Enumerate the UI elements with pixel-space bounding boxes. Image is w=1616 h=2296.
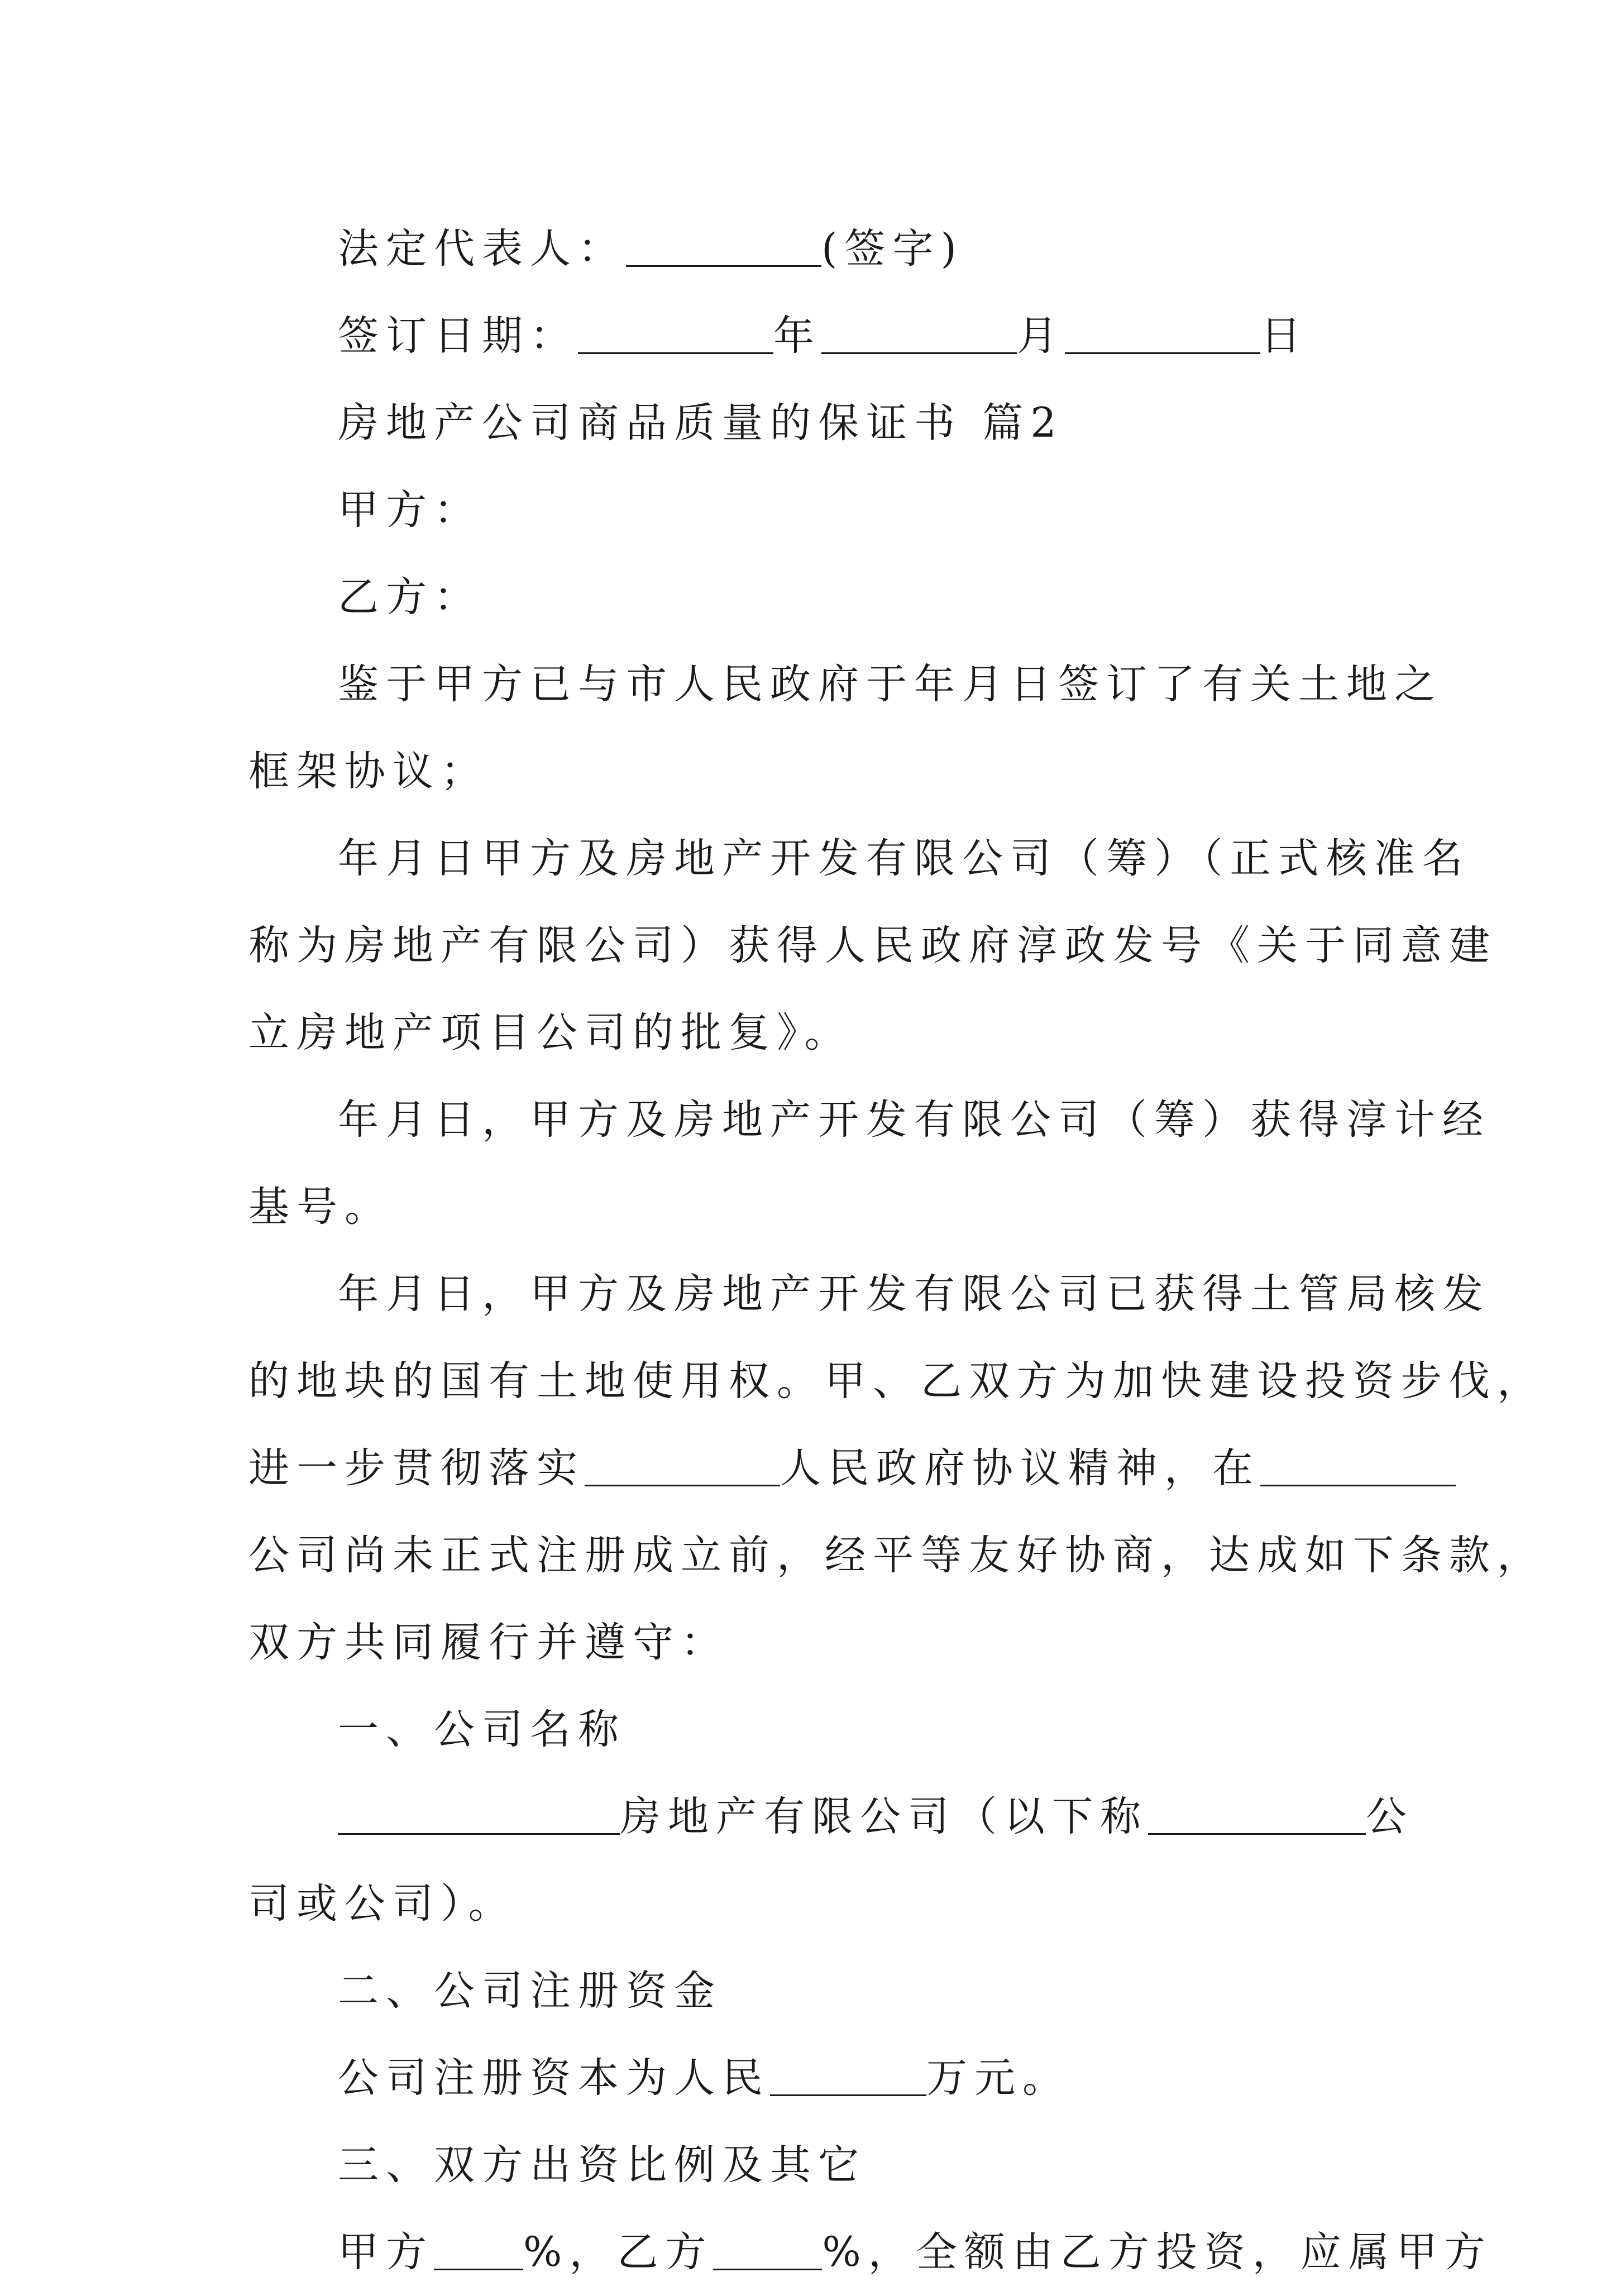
text-span: 万元。 [926,2054,1070,2102]
text-span: %，全额由乙方投资，应属甲方 [822,2228,1493,2276]
paragraph-line [248,1773,1414,1860]
document-body [248,205,1545,2296]
year-blank [578,315,773,354]
day-blank [1065,315,1260,354]
year-label: 年 [773,312,821,360]
party-a-percent-blank [434,2232,523,2270]
company-name-blank [338,1796,620,1835]
short-name-blank [1148,1796,1366,1835]
clause-heading: 三、双方出资比例及其它 [338,2141,866,2189]
paragraph-line: 双方共同履行并遵守： [248,1619,729,1666]
text-span: %，乙方 [523,2228,714,2276]
section-title: 房地产公司商品质量的保证书 篇2 [338,399,1064,447]
paragraph-line: 年月日，甲方及房地产开发有限公司已获得土管局核发 [338,1270,1490,1318]
text-span: 进一步贯彻落实 [248,1444,585,1492]
text-span: 公 [1366,1793,1414,1840]
paragraph-line: 鉴于甲方已与市人民政府于年月日签订了有关土地之 [338,661,1442,708]
sign-date-label: 签订日期： [338,312,578,360]
paragraph-line: 立房地产项目公司的批复》。 [248,1009,853,1056]
government-blank [585,1448,780,1486]
month-blank [821,315,1017,354]
text-span: 房地产有限公司（以下称 [620,1793,1148,1840]
legal-rep-label: 法定代表人： [338,225,626,272]
paragraph-line: 框架协议； [248,748,489,795]
text-span: 人民政府协议精神，在 [780,1444,1260,1492]
text-span: 公司注册资本为人民 [338,2054,770,2102]
sign-date-line [248,293,1371,380]
party-b-percent-blank [713,2232,822,2270]
signature-blank [626,228,821,267]
paragraph-line: 司或公司）。 [248,1880,517,1927]
paragraph-line: 年月日，甲方及房地产开发有限公司（筹）获得淳计经 [338,1096,1490,1144]
paragraph-line [248,1425,1371,1512]
day-label: 日 [1260,312,1308,360]
paragraph-line: 基号。 [248,1183,393,1231]
month-label: 月 [1017,312,1065,360]
paragraph-line: 称为房地产有限公司）获得人民政府淳政发号《关于同意建 [248,922,1497,969]
legal-rep-line [248,205,1371,293]
paragraph-line: 年月日甲方及房地产开发有限公司（筹）（正式核准名 [338,835,1470,882]
company-blank [1260,1448,1456,1486]
paragraph-line: 的地块的国有土地使用权。甲、乙双方为加快建设投资步伐， [248,1357,1545,1405]
party-b-label: 乙方： [338,573,482,621]
text-span: 甲方 [338,2228,434,2276]
paragraph-line [248,2035,1371,2122]
party-a-label: 甲方： [338,486,482,534]
clause-heading: 一、公司名称 [338,1706,626,1753]
clause-heading: 二、公司注册资金 [338,1967,722,2015]
paragraph-line: 公司尚未正式注册成立前，经平等友好协商，达成如下条款， [248,1532,1545,1579]
paragraph-line [248,2209,1493,2296]
signature-suffix: (签字) [821,225,964,272]
capital-blank [770,2058,926,2096]
